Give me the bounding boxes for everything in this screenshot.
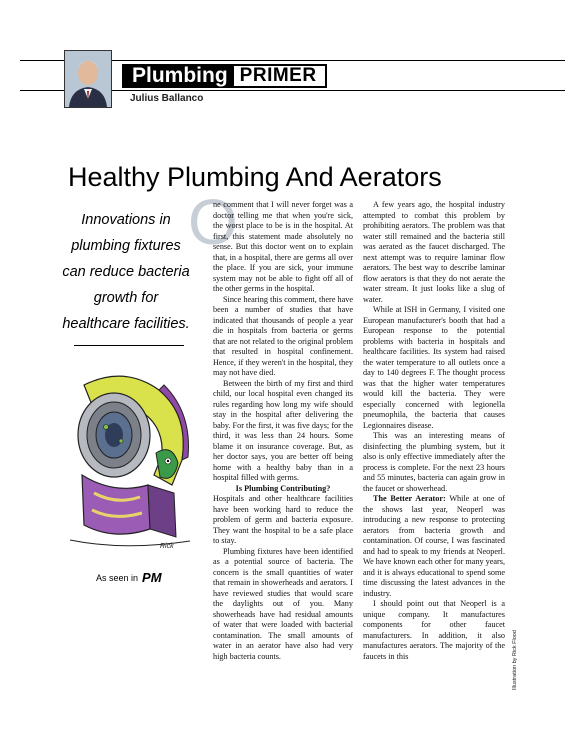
illustration-credit: Illustration by Rick Flood [512, 630, 518, 690]
paragraph: Between the birth of my first and third child, our local hospital even changed its rules regarding how long my wife should stay in the hospital after delivering the baby. For the first, it was five days; for the third, it was less than 24 hours. Some blame it on insurance coverage. But, as her doctor says, you are better off being home with a healthy baby than in a hospital filled with germs. [213, 378, 353, 482]
paragraph: Hospitals and other healthcare facilities have been working hard to reduce the problem of germ and bacteria exposure. They want the hospital to be a safe place to stay. [213, 494, 353, 545]
subhead-better-aerator: The Better Aerator: [373, 494, 446, 503]
paragraph: A few years ago, the hospital industry attempted to combat this problem by prohibiting aerators. The problem was that water still remained and the bacteria still was aerated as the faucet discharged. The next attempt was to require laminar flow aerators. The best way to describe laminar flow aerators is that they do not aerate the water stream. It just looks like a slug of water. [363, 200, 505, 304]
paragraph: I should point out that Neoperl is a unique company. It manufactures components for other faucet manufacturers. In addition, it also manufactures aerators. The majority of the faucets in this [363, 599, 505, 661]
deck-divider [74, 345, 184, 346]
article-column-1 [213, 200, 353, 662]
article-column-2 [363, 200, 505, 662]
drop-cap: O [188, 186, 238, 258]
as-seen-label: As seen in [96, 572, 139, 583]
paragraph: Plumbing fixtures have been identified as a potential source of bacteria. The concern is the small quantities of water that remain in showerheads and aerators. I have reviewed studies that would scare the daylights out of you. Many showerheads have had residual amounts of water that were loaded with bacterial contamination. The small amounts of water in an aerator have also had very high bacteria counts. [213, 546, 353, 661]
article-headline: Healthy Plumbing And Aerators [68, 162, 442, 192]
author-byline: Julius Ballanco [130, 93, 204, 104]
paragraph: This was an interesting means of disinfecting the plumbing system, but it also is only effective immediately after the process is complete. For the next 23 hours and 55 minutes, bacteria can again grow in the faucet or showerhead. [363, 431, 505, 493]
pm-logo: PM [142, 570, 162, 585]
as-seen-in-line [96, 570, 162, 585]
article-deck: Innovations in plumbing fixtures can reduce bacteria growth for healthcare facilities. [62, 212, 190, 332]
paragraph: While at ISH in Germany, I visited one European manufacturer's booth that had a European response to the potential problems with bacteria in hospitals and healthcare facilities. Its system had raised the water temperature to all outlets once a day to 140 degrees F. The thought process was that the higher water temperatures would kill the bacteria. They were especially concerned with legionella pneumophila, the bacteria that causes Legionnaires disease. [363, 305, 505, 430]
aerator-illustration [64, 365, 196, 555]
subhead-plumbing-contributing: Is Plumbing Contributing? [235, 483, 331, 493]
author-photo [64, 50, 112, 108]
paragraph-better-aerator: The Better Aerator: While at one of the shows last year, Neoperl was introducing a new response to protecting aerators from bacteria growth and contamination. Of course, I was fascinated and had to speak to my friends at Neoperl. We have known each other for many years, and it is always educational to spend some time discussing the latest advances in the industry. [363, 494, 505, 598]
svg-text:Rick: Rick [160, 543, 174, 550]
section-title-primer: PRIMER [234, 64, 327, 88]
paragraph: Since hearing this comment, there have been a number of studies that have indicated that thousands of people a year die in hospitals from bacteria or germs that are not related to the original problem that resulted in hospital confinement. Hence, if they weren't in the hospital, they may not have died. [213, 294, 353, 377]
paragraph: ne comment that I will never forget was a doctor telling me that when you're sick, the worst place to be is in the hospital. At first, this statement made absolutely no sense. But this doctor went on to explain that, in a hospital, there are germs all over the place. If you are sick, your immune system may not be able to fight off all of the other germs in the hospital. [213, 200, 353, 293]
section-header [122, 64, 327, 88]
section-title-plumbing: Plumbing [122, 64, 234, 88]
